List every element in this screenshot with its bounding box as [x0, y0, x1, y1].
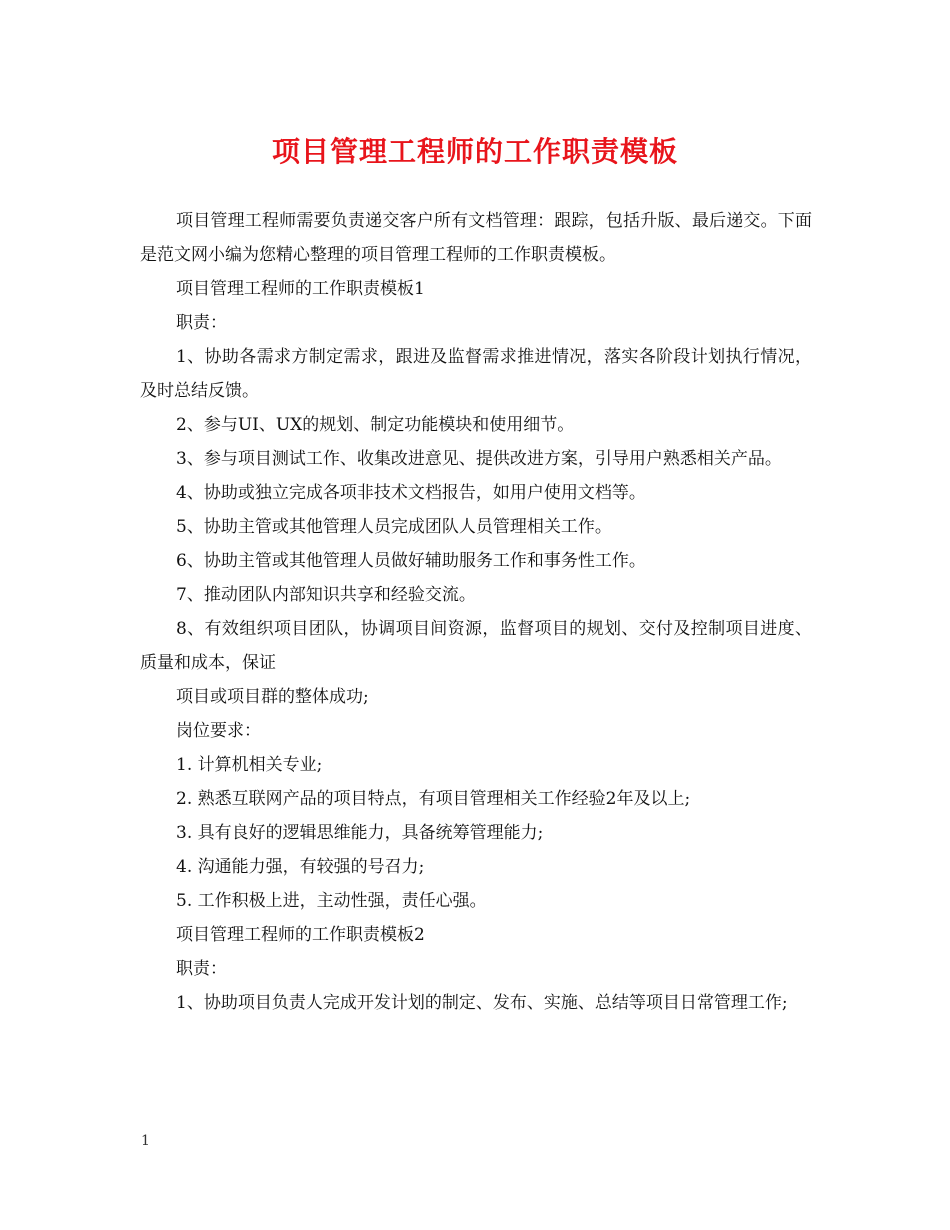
paragraph: 4. 沟通能力强，有较强的号召力; [176, 857, 425, 877]
paragraph: 1. 计算机相关专业; [176, 755, 323, 775]
paragraph: 3、参与项目测试工作、收集改进意见、提供改进方案，引导用户熟悉相关产品。 [176, 449, 782, 469]
paragraph: 6、协助主管或其他管理人员做好辅助服务工作和事务性工作。 [176, 551, 646, 571]
paragraph: 5. 工作积极上进，主动性强，责任心强。 [176, 891, 487, 911]
paragraph: 3. 具有良好的逻辑思维能力，具备统筹管理能力; [176, 823, 544, 843]
paragraph: 项目或项目群的整体成功; [176, 687, 369, 707]
document-title: 项目管理工程师的工作职责模板 [271, 135, 678, 168]
paragraph: 项目管理工程师的工作职责模板1 [176, 279, 425, 299]
paragraph: 职责： [176, 959, 227, 979]
paragraph: 岗位要求： [176, 721, 261, 741]
document-body [140, 204, 812, 1020]
page-number: 1 [141, 1133, 150, 1149]
paragraph: 1、协助项目负责人完成开发计划的制定、发布、实施、总结等项目日常管理工作; [176, 993, 788, 1013]
paragraph: 项目管理工程师需要负责递交客户所有文档管理：跟踪，包括升版、最后递交。下面是范文网小编为您精心整理的项目管理工程师的工作职责模板。 [140, 211, 812, 265]
paragraph: 职责： [176, 313, 227, 333]
paragraph: 项目管理工程师的工作职责模板2 [176, 925, 425, 945]
paragraph: 7、推动团队内部知识共享和经验交流。 [176, 585, 476, 605]
paragraph: 8、有效组织项目团队，协调项目间资源，监督项目的规划、交付及控制项目进度、质量和成本，保证 [140, 619, 812, 673]
paragraph: 1、协助各需求方制定需求，跟进及监督需求推进情况，落实各阶段计划执行情况，及时总结反馈。 [140, 347, 812, 401]
paragraph: 4、协助或独立完成各项非技术文档报告，如用户使用文档等。 [176, 483, 646, 503]
paragraph: 2、参与UI、UX的规划、制定功能模块和使用细节。 [176, 415, 575, 435]
paragraph: 5、协助主管或其他管理人员完成团队人员管理相关工作。 [176, 517, 612, 537]
paragraph: 2. 熟悉互联网产品的项目特点，有项目管理相关工作经验2年及以上; [176, 789, 691, 809]
